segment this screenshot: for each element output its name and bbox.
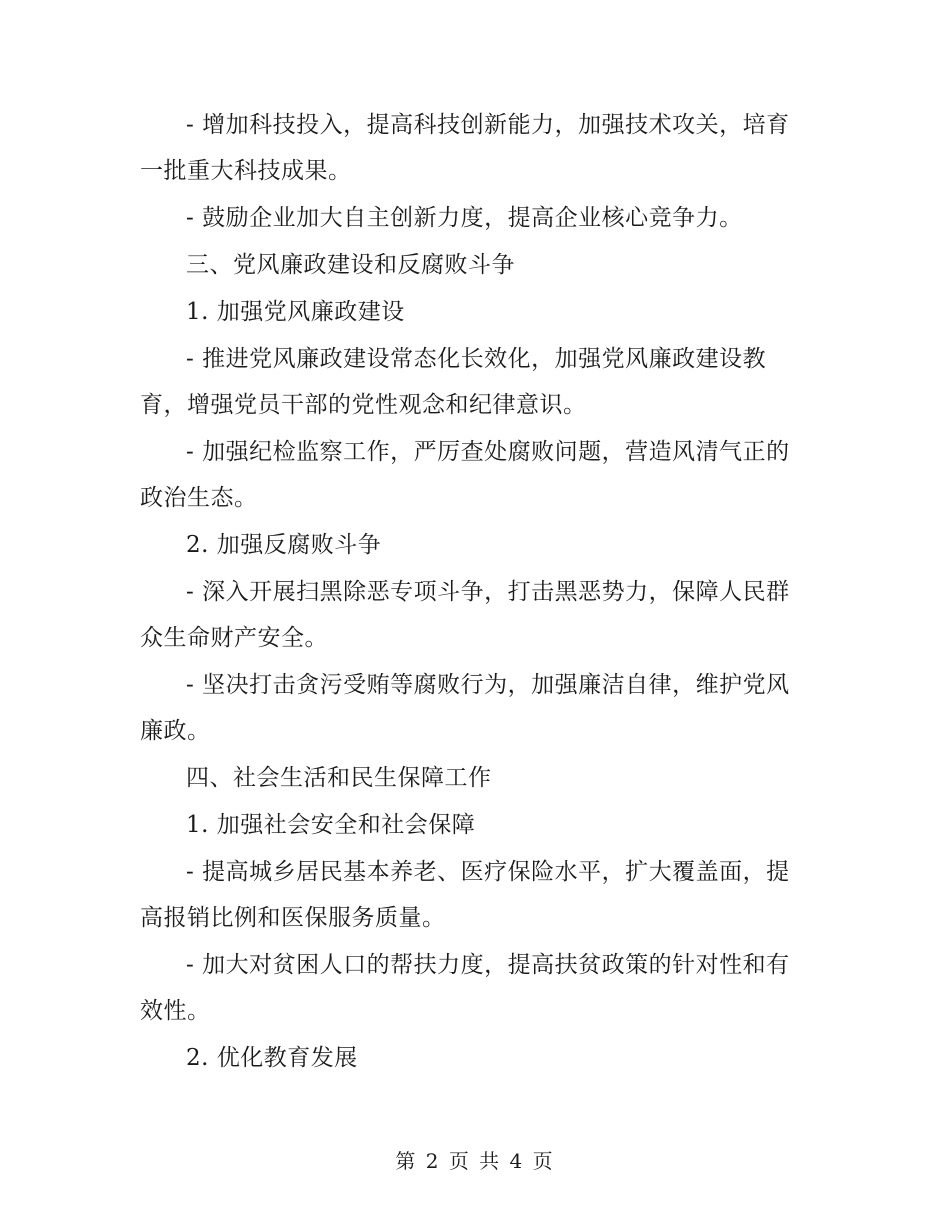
subsection-heading: 1. 加强党风廉政建设 bbox=[186, 299, 405, 325]
subsection-heading: 1. 加强社会安全和社会保障 bbox=[186, 812, 476, 838]
document-body bbox=[140, 102, 800, 1082]
paragraph: - 增加科技投入，提高科技创新能力，加强技术攻关，培育一批重大科技成果。 bbox=[140, 112, 790, 184]
paragraph: - 深入开展扫黑除恶专项斗争，打击黑恶势力，保障人民群众生命财产安全。 bbox=[140, 579, 790, 651]
subsection-heading: 2. 优化教育发展 bbox=[186, 1045, 358, 1071]
paragraph: - 提高城乡居民基本养老、医疗保险水平，扩大覆盖面，提高报销比例和医保服务质量。 bbox=[140, 859, 790, 931]
page-number-footer: 第 2 页 共 4 页 bbox=[395, 1149, 555, 1173]
paragraph: - 坚决打击贪污受贿等腐败行为，加强廉洁自律，维护党风廉政。 bbox=[140, 672, 790, 744]
paragraph: - 鼓励企业加大自主创新力度，提高企业核心竞争力。 bbox=[186, 205, 743, 231]
paragraph: - 推进党风廉政建设常态化长效化，加强党风廉政建设教育，增强党员干部的党性观念和纪律意识。 bbox=[140, 346, 767, 418]
section-heading: 四、社会生活和民生保障工作 bbox=[186, 765, 492, 791]
paragraph: - 加强纪检监察工作，严厉查处腐败问题，营造风清气正的政治生态。 bbox=[140, 439, 790, 511]
section-heading: 三、党风廉政建设和反腐败斗争 bbox=[186, 252, 515, 278]
subsection-heading: 2. 加强反腐败斗争 bbox=[186, 532, 382, 558]
paragraph: - 加大对贫困人口的帮扶力度，提高扶贫政策的针对性和有效性。 bbox=[140, 952, 790, 1024]
